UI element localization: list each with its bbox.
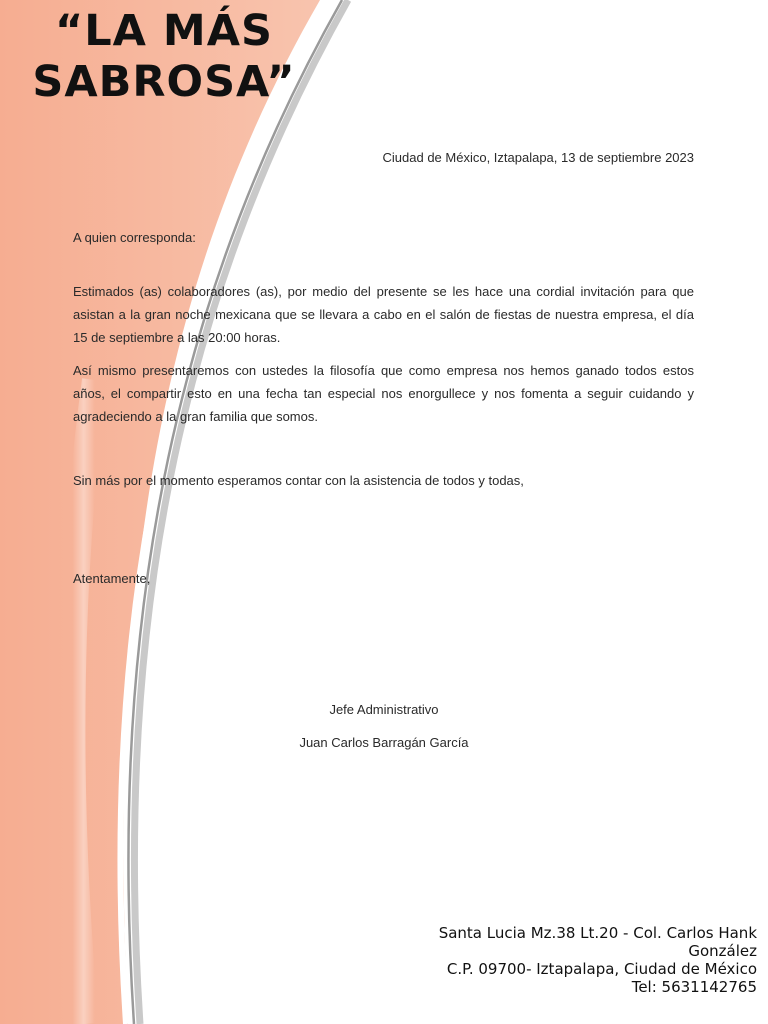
signature-name: Juan Carlos Barragán García bbox=[299, 735, 469, 750]
footer-address-line: C.P. 09700- Iztapalapa, Ciudad de México bbox=[446, 960, 757, 978]
letterhead-title: “LA MÁS SABROSA” bbox=[32, 6, 296, 107]
body-paragraph: Estimados (as) colaboradores (as), por medio del presente se les hace una cordial invitación para que asistan a la gran noche mexicana que se llevara a cabo en el salón de fiestas de nuestra empresa, el día 15 de septiembre a las 20:00 horas. bbox=[73, 284, 694, 345]
date-line: Ciudad de México, Iztapalapa, 13 de septiembre 2023 bbox=[382, 150, 694, 165]
signature-role: Jefe Administrativo bbox=[329, 702, 439, 717]
salutation: A quien corresponda: bbox=[73, 230, 196, 245]
footer-phone: Tel: 5631142765 bbox=[631, 978, 757, 996]
closing-line: Sin más por el momento esperamos contar con la asistencia de todos y todas, bbox=[73, 473, 524, 488]
footer-address-line: Santa Lucia Mz.38 Lt.20 - Col. Carlos Hank González bbox=[438, 924, 757, 960]
regards: Atentamente, bbox=[73, 571, 151, 586]
footer-contact bbox=[397, 924, 757, 996]
body-paragraph: Así mismo presentaremos con ustedes la filosofía que como empresa nos hemos ganado todos estos años, el compartir esto en una fecha tan especial nos enorgullece y nos fomenta a seguir cuidando y agradeciendo a la gran familia que somos. bbox=[73, 363, 694, 424]
